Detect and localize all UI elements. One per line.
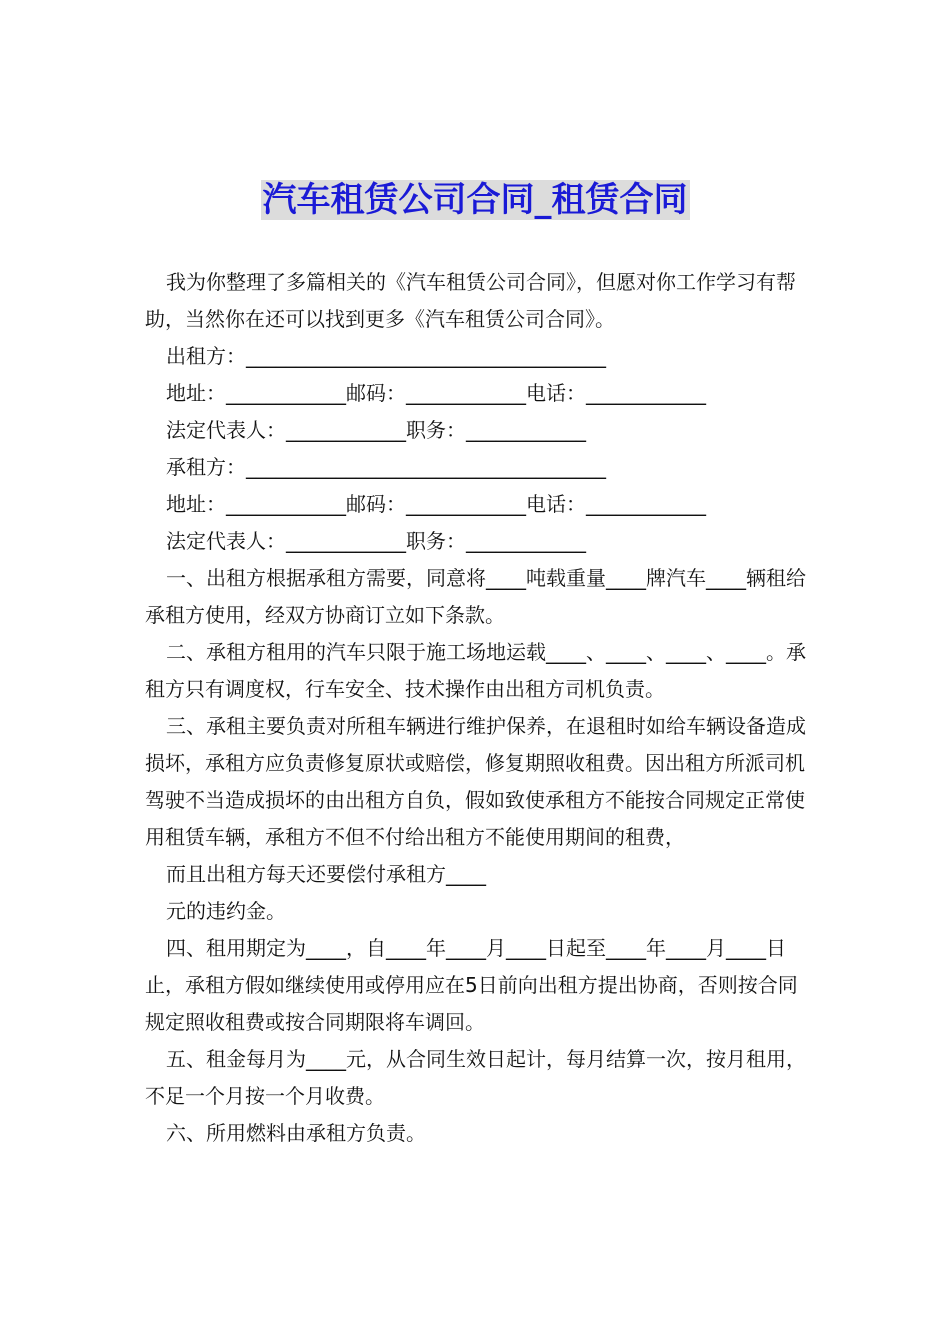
document-body	[145, 264, 817, 1152]
lessee-field: 承租方：____________________________________	[166, 455, 606, 479]
lessor-field: 出租方：____________________________________	[166, 344, 606, 368]
lessor-address-line: 地址：____________邮码：____________电话：____________	[166, 381, 706, 405]
lessor-representative-line: 法定代表人：____________职务：____________	[166, 418, 586, 442]
clause-1: 一、出租方根据承租方需要，同意将____吨载重量____牌汽车____辆租给承租方使用，经双方协商订立如下条款。	[145, 566, 806, 627]
clause-2: 二、承租方租用的汽车只限于施工场地运载____、____、____、____。承租方只有调度权，行车安全、技术操作由出租方司机负责。	[145, 640, 806, 701]
document-title: 汽车租赁公司合同_租赁合同	[262, 180, 688, 220]
clause-6: 六、所用燃料由承租方负责。	[166, 1121, 426, 1145]
clause-5: 五、租金每月为____元，从合同生效日起计，每月结算一次，按月租用，不足一个月按一个月收费。	[145, 1047, 806, 1108]
clause-3-continued: 而且出租方每天还要偿付承租方____	[166, 862, 486, 886]
document-title-block	[0, 176, 950, 224]
clause-3-penalty: 元的违约金。	[166, 899, 286, 923]
clause-3: 三、承租主要负责对所租车辆进行维护保养，在退租时如给车辆设备造成损坏，承租方应负责修复原状或赔偿，修复期照收租费。因出租方所派司机驾驶不当造成损坏的由出租方自负，假如致使承租方不能按合同规定正常使用租赁车辆，承租方不但不付给出租方不能使用期间的租费，	[145, 714, 806, 849]
lessee-representative-line: 法定代表人：____________职务：____________	[166, 529, 586, 553]
lessee-address-line: 地址：____________邮码：____________电话：____________	[166, 492, 706, 516]
clause-4: 四、租用期定为____，自____年____月____日起至____年____月____日止，承租方假如继续使用或停用应在5日前向出租方提出协商，否则按合同规定照收租费或按合同期限将车调回。	[145, 936, 798, 1034]
intro-paragraph: 我为你整理了多篇相关的《汽车租赁公司合同》，但愿对你工作学习有帮助，当然你在还可以找到更多《汽车租赁公司合同》。	[145, 270, 796, 331]
